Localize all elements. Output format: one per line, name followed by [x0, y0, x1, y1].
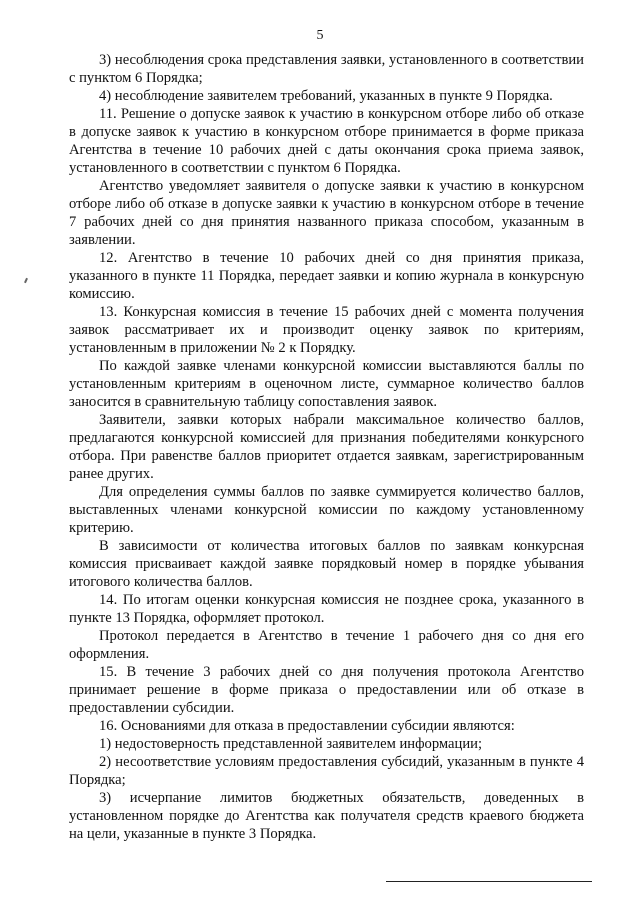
scan-artifact-mark: [24, 278, 28, 283]
paragraph-clause-13: 13. Конкурсная комиссия в течение 15 рабочих дней с момента получения заявок рассматривает их и производит оценку заявок по критериям, установленным в приложении № 2 к Порядку.: [69, 304, 584, 356]
paragraph-refusal-reason-3: 3) исчерпание лимитов бюджетных обязательств, доведенных в установленном порядке до Агентства как получателя средств краевого бюджета на цели, указанные в пункте 3 Порядка.: [69, 790, 584, 842]
paragraph-ranking: В зависимости от количества итоговых баллов по заявкам конкурсная комиссия присваивает каждой заявке порядковый номер в порядке убывания итогового количества баллов.: [69, 538, 584, 590]
document-body: [69, 51, 584, 843]
paragraph-item-3-deadline: 3) несоблюдения срока представления заявки, установленного в соответствии с пунктом 6 Порядка;: [69, 52, 584, 86]
paragraph-item-4-requirements: 4) несоблюдение заявителем требований, указанных в пункте 9 Порядка.: [99, 88, 553, 104]
paragraph-refusal-reason-1: 1) недостоверность представленной заявителем информации;: [99, 736, 483, 752]
paragraph-score-sum: Для определения суммы баллов по заявке суммируется количество баллов, выставленных членами конкурсной комиссии по каждому установленному критерию.: [69, 484, 584, 536]
paragraph-agency-notification: Агентство уведомляет заявителя о допуске заявки к участию в конкурсном отборе либо об отказе в допуске заявки к участию в конкурсном отборе в течение 7 рабочих дней со дня принятия названного приказа способом, указанным в заявлении.: [69, 178, 584, 248]
footer-divider: [386, 881, 592, 882]
paragraph-clause-11: 11. Решение о допуске заявок к участию в конкурсном отборе либо об отказе в допуске заявок к участию в конкурсном отборе принимается в форме приказа Агентства в течение 10 рабочих дней с даты окончания срока приема заявок, установленного в соответствии с пунктом 6 Порядка.: [69, 106, 584, 176]
paragraph-clause-14: 14. По итогам оценки конкурсная комиссия не позднее срока, указанного в пункте 13 Порядка, оформляет протокол.: [69, 592, 584, 626]
paragraph-clause-12: 12. Агентство в течение 10 рабочих дней со дня принятия приказа, указанного в пункте 11 Порядка, передает заявки и копию журнала в конкурсную комиссию.: [69, 250, 584, 302]
paragraph-scoring: По каждой заявке членами конкурсной комиссии выставляются баллы по установленным критериям в оценочном листе, суммарное количество баллов заносится в сравнительную таблицу сопоставления заявок.: [69, 358, 584, 410]
paragraph-protocol-transfer: Протокол передается в Агентство в течение 1 рабочего дня со дня его оформления.: [69, 628, 584, 662]
paragraph-refusal-reason-2: 2) несоответствие условиям предоставления субсидий, указанным в пункте 4 Порядка;: [69, 754, 584, 788]
paragraph-clause-16: 16. Основаниями для отказа в предоставлении субсидии являются:: [99, 718, 515, 734]
paragraph-winners: Заявители, заявки которых набрали максимальное количество баллов, предлагаются конкурсной комиссией для признания победителями конкурсного отбора. При равенстве баллов приоритет отдается заявкам, зарегистрированным ранее других.: [69, 412, 584, 482]
page-number: 5: [316, 28, 324, 43]
paragraph-clause-15: 15. В течение 3 рабочих дней со дня получения протокола Агентство принимает решение в форме приказа о предоставлении или об отказе в предоставлении субсидии.: [69, 664, 584, 716]
